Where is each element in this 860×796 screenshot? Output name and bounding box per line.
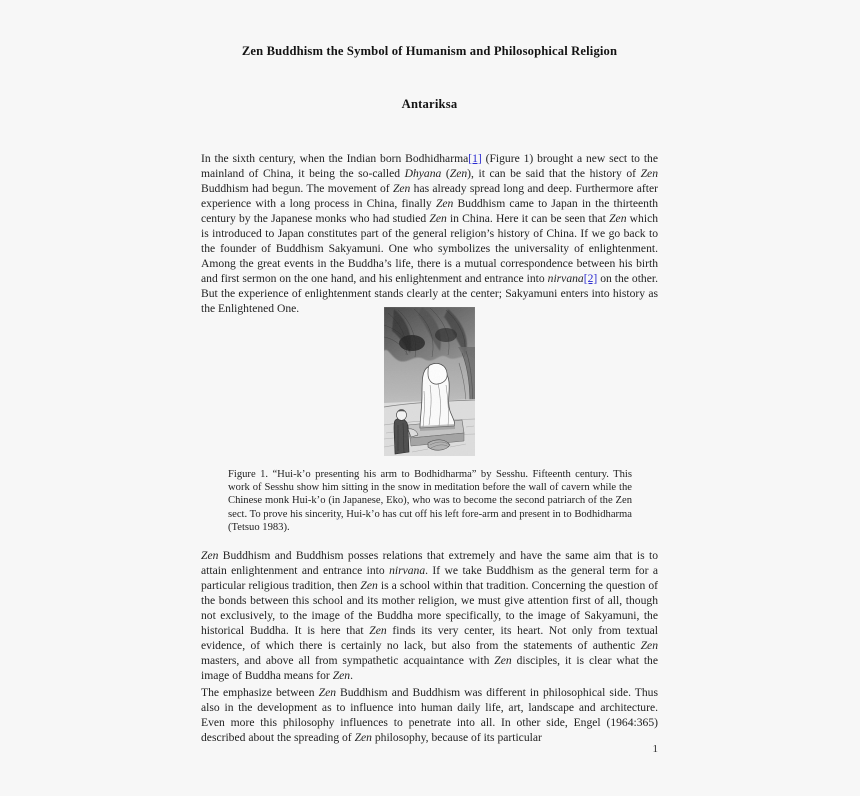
text-run: disciples, it is clear what the image of Buddha means for <box>201 653 658 682</box>
italic-term: Zen <box>494 653 512 667</box>
italic-term: Zen <box>360 578 378 592</box>
body-paragraph-1 <box>201 151 658 317</box>
text-run: ( <box>441 166 450 180</box>
italic-term: Zen <box>449 166 468 180</box>
italic-term: Zen <box>429 211 447 225</box>
text-run: finds its very center, its heart. Not only from textual evidence, of which there is certainly no lack, but also from the statements of authentic <box>201 623 658 652</box>
text-run: has already spread long and deep. Furthermore after experience with a long process in China, finally <box>201 181 658 210</box>
text-run: . <box>350 668 353 682</box>
text-run: Buddhism had begun. The movement of <box>201 181 393 195</box>
text-run: Buddhism and Buddhism was different in philosophical side. Thus also in the development as to influence into human daily life, art, landscape and architecture. Even more this philosophy influences to penetrate into all. In other side, Engel (1964:365) described about the spreading of <box>201 685 658 744</box>
text-run: is a school within that tradition. Concerning the question of the bonds between this school and its mother religion, we must give attention first of all, though not exclusively, to the image of the Buddha more specifically, to the image of Sakyamuni, the historical Buddha. It is here that <box>201 578 658 637</box>
italic-term: Zen <box>392 181 411 195</box>
italic-term: nirvana <box>547 271 584 285</box>
italic-term: nirvana <box>389 563 426 577</box>
italic-term: Zen <box>332 668 351 682</box>
text-run: In the sixth century, when the Indian born Bodhidharma <box>201 151 469 165</box>
text-run: Buddhism came to Japan in the thirteenth century by the Japanese monks who had studied <box>201 196 658 225</box>
text-run: on the other. But the experience of enlightenment stands clearly at the center; Sakyamuni enters into history as the Enlightened One. <box>201 271 658 316</box>
footnote-link-1[interactable]: [1] <box>468 151 482 165</box>
page-number: 1 <box>652 743 658 755</box>
text-run: (Figure 1) brought a new sect to the mainland of China, it being the so-called <box>201 151 658 180</box>
figure-caption: Figure 1. “Hui-k’o presenting his arm to Bodhidharma” by Sesshu. Fifteenth century. This work of Sesshu show him sitting in the snow in meditation before the wall of cavern while the Chinese monk Hui-k’o (in Japanese, Eko), who was to become the second patriarch of the Zen sect. To prove his sincerity, Hui-k’o has cut off his left fore-arm and present in to Bodhidharma (Tetsuo 1983). <box>228 468 632 534</box>
body-paragraph-3 <box>201 685 658 745</box>
italic-term: Zen <box>435 196 454 210</box>
figure-container <box>201 307 658 456</box>
text-run: which is introduced to Japan constitutes part of the general religion’s history of China. If we go back to the founder of Buddhism Sakyamuni. One who symbolizes the universality of enlightenment. Among the great events in the Buddha’s life, there is a mutual correspondence between his birth and first sermon on the one hand, and his enlightenment and entrance into <box>201 211 659 285</box>
text-run: philosophy, because of its particular <box>371 730 542 744</box>
footnote-link-2[interactable]: [2] <box>583 271 598 285</box>
italic-term: Zen <box>640 166 658 180</box>
italic-term: Zen <box>201 548 219 562</box>
text-run: masters, and above all from sympathetic acquaintance with <box>201 653 495 667</box>
italic-term: Dhyana <box>404 166 442 180</box>
author-name: Antariksa <box>401 97 458 111</box>
body-paragraph-2 <box>201 548 658 683</box>
text-run: Buddhism and Buddhism posses relations that extremely and have the same aim that is to attain enlightenment and entrance into <box>201 548 658 577</box>
italic-term: Zen <box>369 623 387 637</box>
italic-term: Zen <box>318 685 337 699</box>
page-title: Zen Buddhism the Symbol of Humanism and Philosophical Religion <box>241 44 618 59</box>
italic-term: Zen <box>609 211 627 225</box>
text-run: in China. Here it can be seen that <box>446 211 610 225</box>
text-run: . If we take Buddhism as the general term for a particular religious tradition, then <box>201 563 658 592</box>
italic-term: Zen <box>354 730 372 744</box>
italic-term: Zen <box>640 638 658 652</box>
figure-image <box>384 307 475 456</box>
text-run: ), it can be said that the history of <box>467 166 641 180</box>
text-run: The emphasize between <box>201 685 319 699</box>
